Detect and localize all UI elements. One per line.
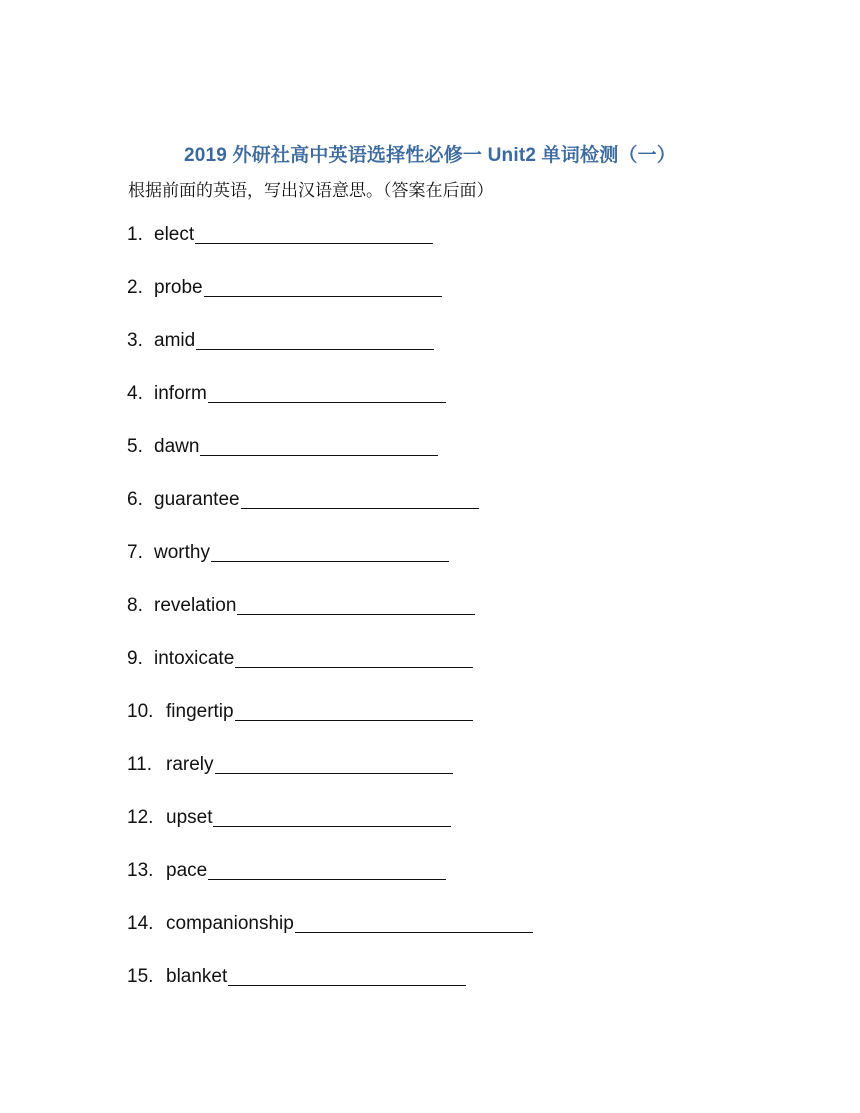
item-number: 6. — [127, 489, 143, 510]
answer-blank[interactable] — [228, 965, 466, 986]
item-number: 3. — [127, 330, 143, 351]
answer-blank[interactable] — [295, 912, 533, 933]
vocabulary-word: probe — [154, 277, 203, 298]
page-title: 2019 外研社高中英语选择性必修一 Unit2 单词检测（一） — [183, 145, 676, 166]
answer-blank[interactable] — [208, 382, 446, 403]
vocabulary-word: companionship — [166, 913, 294, 934]
vocabulary-word: upset — [166, 807, 213, 828]
item-number: 4. — [127, 383, 143, 404]
vocabulary-word: rarely — [166, 754, 214, 775]
vocabulary-word: worthy — [154, 542, 210, 563]
item-number: 2. — [127, 277, 143, 298]
vocabulary-word: blanket — [166, 966, 228, 987]
item-number: 14. — [127, 913, 154, 934]
vocabulary-item — [127, 541, 533, 594]
vocabulary-list — [127, 223, 533, 1018]
vocabulary-item — [127, 647, 533, 700]
vocabulary-item — [127, 753, 533, 806]
answer-blank[interactable] — [200, 435, 438, 456]
answer-blank[interactable] — [213, 806, 451, 827]
answer-blank[interactable] — [235, 647, 473, 668]
vocabulary-item — [127, 859, 533, 912]
vocabulary-item — [127, 806, 533, 859]
instruction-text: 根据前面的英语，写出汉语意思。（答案在后面） — [128, 181, 494, 201]
item-number: 7. — [127, 542, 143, 563]
vocabulary-item — [127, 329, 533, 382]
vocabulary-item — [127, 382, 533, 435]
vocabulary-item — [127, 435, 533, 488]
item-number: 12. — [127, 807, 154, 828]
vocabulary-item — [127, 276, 533, 329]
answer-blank[interactable] — [211, 541, 449, 562]
item-number: 13. — [127, 860, 154, 881]
vocabulary-word: elect — [154, 224, 195, 245]
vocabulary-item — [127, 488, 533, 541]
item-number: 5. — [127, 436, 143, 457]
vocabulary-word: pace — [166, 860, 208, 881]
item-number: 10. — [127, 701, 154, 722]
item-number: 11. — [127, 754, 153, 775]
vocabulary-word: intoxicate — [154, 648, 235, 669]
item-number: 1. — [127, 224, 143, 245]
item-number: 9. — [127, 648, 143, 669]
vocabulary-item — [127, 700, 533, 753]
vocabulary-item — [127, 223, 533, 276]
vocabulary-word: dawn — [154, 436, 200, 457]
answer-blank[interactable] — [235, 700, 473, 721]
answer-blank[interactable] — [195, 223, 433, 244]
vocabulary-item — [127, 594, 533, 647]
vocabulary-item — [127, 912, 533, 965]
answer-blank[interactable] — [241, 488, 479, 509]
vocabulary-item — [127, 965, 533, 1018]
answer-blank[interactable] — [237, 594, 475, 615]
answer-blank[interactable] — [196, 329, 434, 350]
answer-blank[interactable] — [208, 859, 446, 880]
vocabulary-word: inform — [154, 383, 207, 404]
item-number: 8. — [127, 595, 143, 616]
vocabulary-word: amid — [154, 330, 196, 351]
vocabulary-word: revelation — [154, 595, 237, 616]
item-number: 15. — [127, 966, 154, 987]
answer-blank[interactable] — [204, 276, 442, 297]
vocabulary-word: guarantee — [154, 489, 240, 510]
answer-blank[interactable] — [215, 753, 453, 774]
vocabulary-word: fingertip — [166, 701, 234, 722]
